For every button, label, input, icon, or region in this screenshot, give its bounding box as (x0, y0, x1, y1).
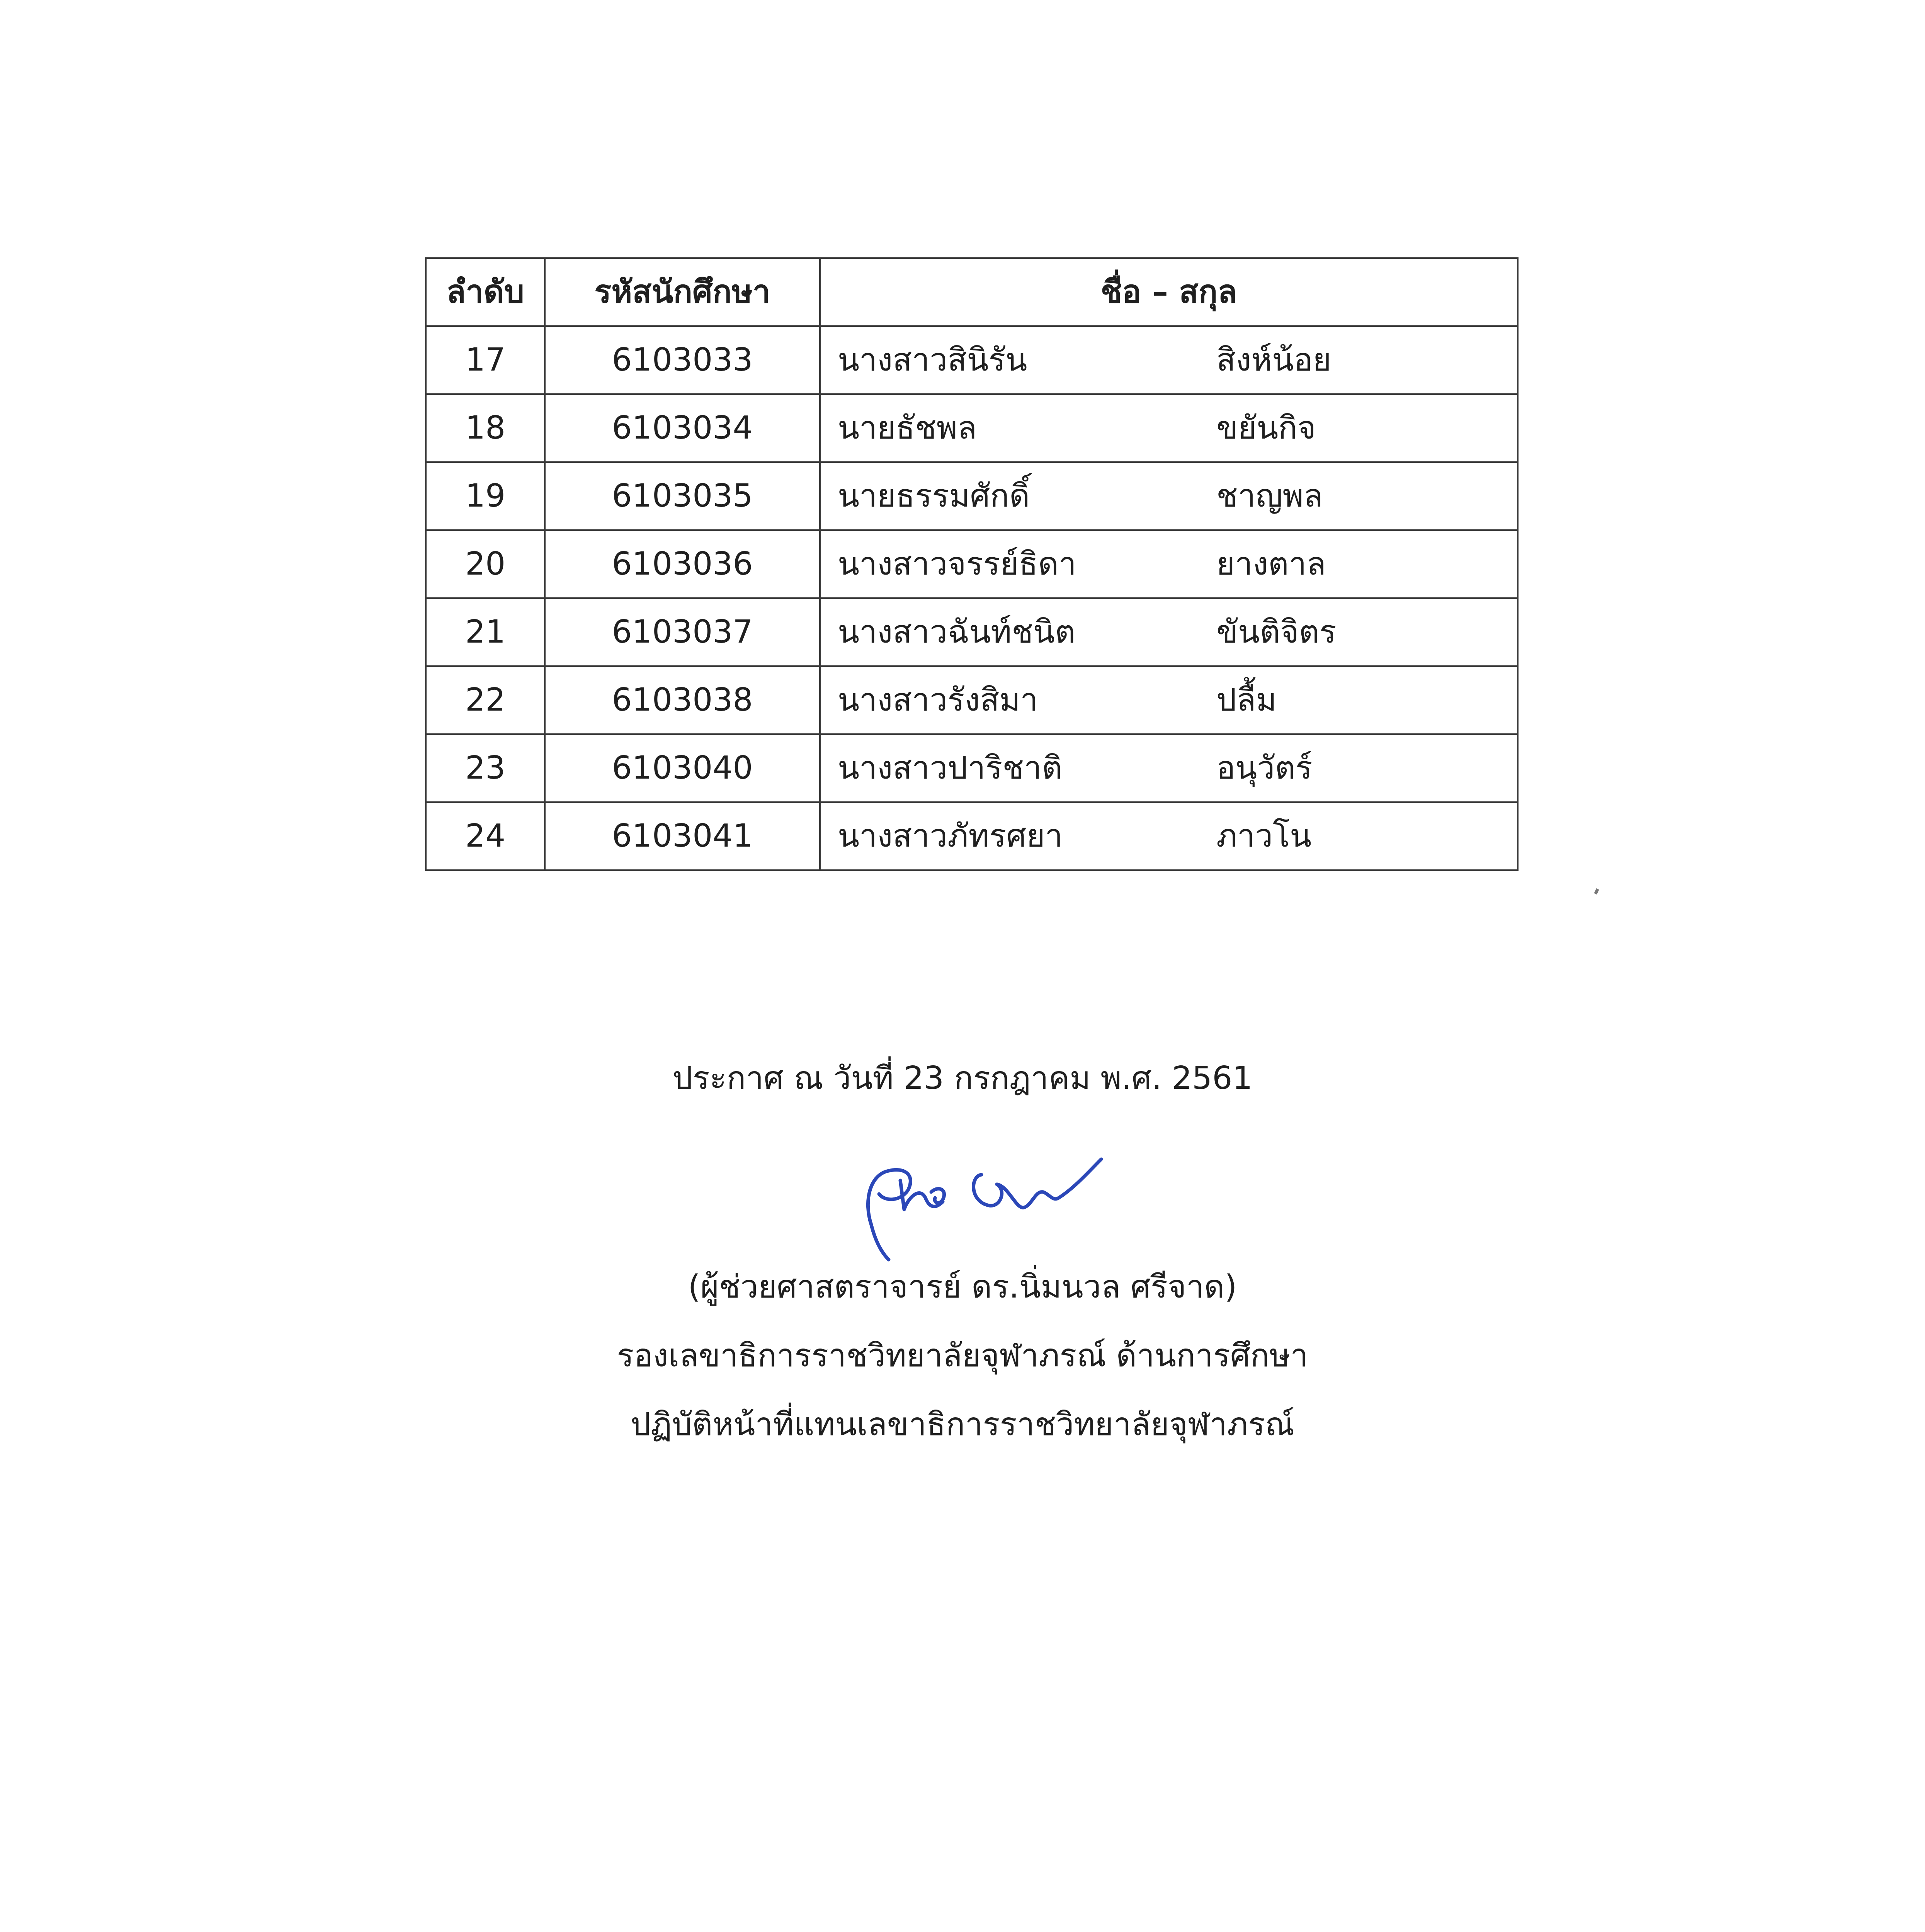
student-id: 6103036 (545, 530, 820, 598)
signer-name: (ผู้ช่วยศาสตราจารย์ ดร.นิ่มนวล ศรีจาด) (688, 1269, 1237, 1305)
table-body (426, 326, 1518, 870)
table-row (426, 394, 1518, 462)
last-name: ชาญพล (1216, 478, 1323, 514)
table-row (426, 462, 1518, 530)
student-name (820, 734, 1518, 802)
first-name: นายธัชพล (838, 410, 977, 446)
scan-speck (1594, 888, 1599, 895)
first-name: นายธรรมศักดิ์ (838, 478, 1030, 514)
student-id: 6103038 (545, 666, 820, 734)
student-name (820, 666, 1518, 734)
student-name (820, 394, 1518, 462)
last-name: ภาวโน (1216, 818, 1312, 854)
row-number: 17 (426, 326, 545, 394)
header-order: ลำดับ (426, 258, 545, 326)
row-number: 20 (426, 530, 545, 598)
announcement-date: ประกาศ ณ วันที่ 23 กรกฎาคม พ.ศ. 2561 (672, 1060, 1253, 1097)
header-student-id: รหัสนักศึกษา (545, 258, 820, 326)
table-row (426, 598, 1518, 666)
student-id: 6103035 (545, 462, 820, 530)
last-name: อนุวัตร์ (1216, 750, 1313, 786)
student-id: 6103033 (545, 326, 820, 394)
header-full-name: ชื่อ – สกุล (820, 258, 1518, 326)
row-number: 23 (426, 734, 545, 802)
first-name: นางสาวภัทรศยา (838, 818, 1063, 854)
student-name (820, 326, 1518, 394)
last-name: ขยันกิจ (1216, 410, 1316, 446)
student-name (820, 462, 1518, 530)
handwritten-signature (842, 1144, 1105, 1267)
row-number: 18 (426, 394, 545, 462)
first-name: นางสาวสินิรัน (838, 342, 1027, 378)
student-id: 6103040 (545, 734, 820, 802)
last-name: สิงห์น้อย (1216, 342, 1332, 378)
row-number: 21 (426, 598, 545, 666)
student-roster-table (425, 257, 1519, 871)
student-id: 6103034 (545, 394, 820, 462)
table-row (426, 530, 1518, 598)
student-name (820, 530, 1518, 598)
row-number: 22 (426, 666, 545, 734)
signer-position: รองเลขาธิการราชวิทยาลัยจุฬาภรณ์ ด้านการศึกษา (617, 1337, 1308, 1374)
first-name: นางสาวฉันท์ชนิต (838, 614, 1076, 650)
table-row (426, 666, 1518, 734)
last-name: ยางตาล (1216, 546, 1326, 582)
table-row (426, 802, 1518, 870)
table-header-row (426, 258, 1518, 326)
first-name: นางสาวปาริชาติ (838, 750, 1063, 786)
last-name: ปลื้ม (1216, 682, 1277, 718)
student-name (820, 598, 1518, 666)
signer-acting-position: ปฏิบัติหน้าที่แทนเลขาธิการราชวิทยาลัยจุฬาภรณ์ (630, 1406, 1295, 1443)
student-name (820, 802, 1518, 870)
student-id: 6103041 (545, 802, 820, 870)
table-row (426, 326, 1518, 394)
first-name: นางสาวรังสิมา (838, 682, 1038, 718)
row-number: 24 (426, 802, 545, 870)
row-number: 19 (426, 462, 545, 530)
last-name: ขันติจิตร (1216, 614, 1337, 650)
student-id: 6103037 (545, 598, 820, 666)
table-header (426, 258, 1518, 326)
first-name: นางสาวจรรย์ธิดา (838, 546, 1076, 582)
table-row (426, 734, 1518, 802)
